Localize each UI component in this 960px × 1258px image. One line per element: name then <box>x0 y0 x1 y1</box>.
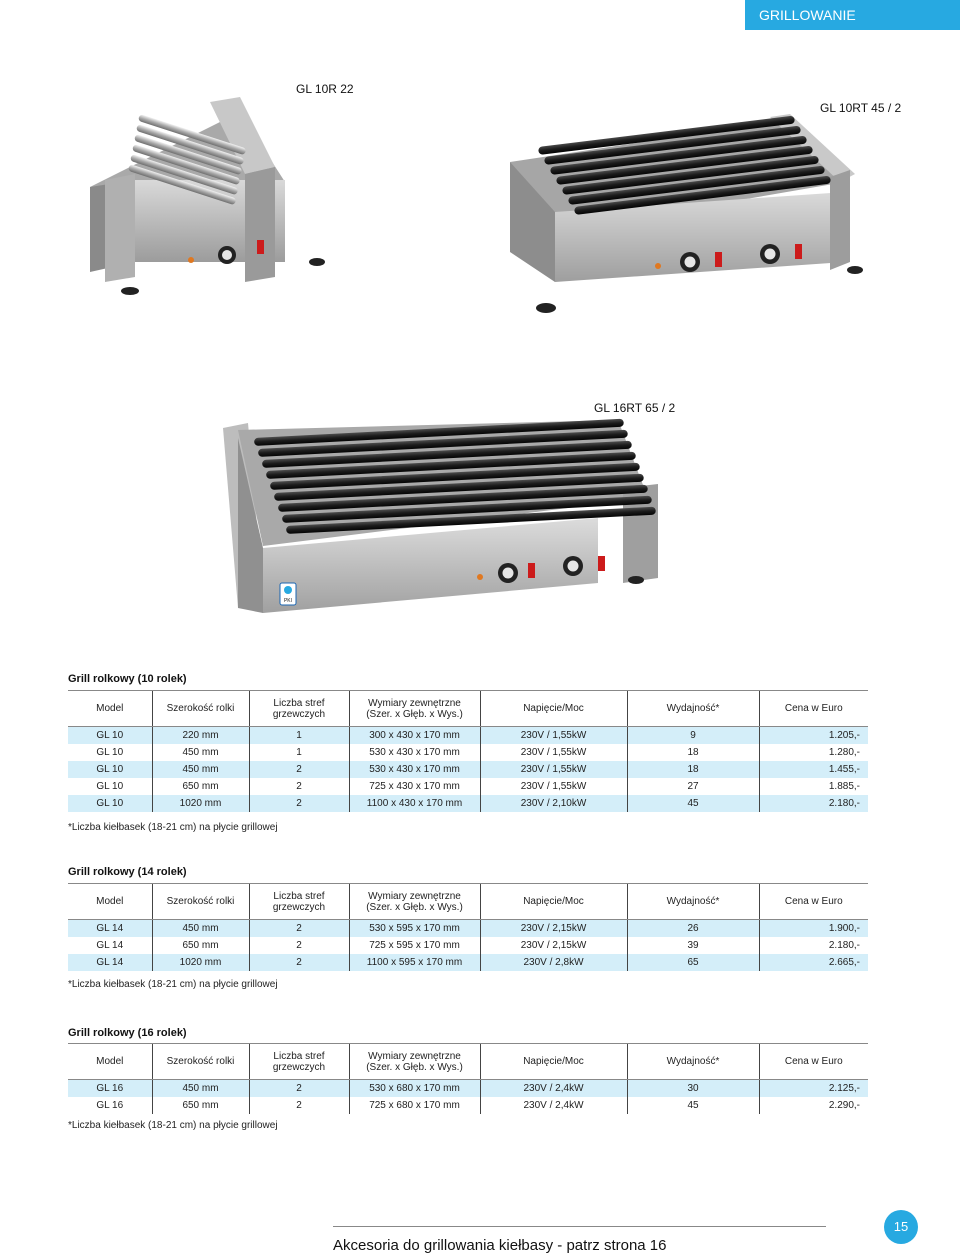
spec-table-10 <box>68 690 868 812</box>
footer-accessories-note: Akcesoria do grillowania kiełbasy - patrz strona 16 <box>333 1237 667 1254</box>
table-row: GL 10 450 mm 2 530 x 430 x 170 mm 230V / 1,55kW 18 1.455,- <box>68 761 868 778</box>
table-header-row <box>68 691 868 727</box>
col-zones: Liczba stref grzewczych <box>249 1044 349 1080</box>
col-zones: Liczba stref grzewczych <box>249 691 349 727</box>
table-row: GL 10 220 mm 1 300 x 430 x 170 mm 230V / 1,55kW 9 1.205,- <box>68 727 868 745</box>
footnote-10: *Liczba kiełbasek (18-21 cm) na płycie grillowej <box>68 822 278 833</box>
roller-grill-image-b <box>500 112 875 317</box>
col-model: Model <box>68 1044 152 1080</box>
col-width: Szerokość rolki <box>152 691 249 727</box>
col-model: Model <box>68 691 152 727</box>
roller-grill-image-a <box>80 92 340 302</box>
product-label-a: GL 10R 22 <box>296 82 354 96</box>
table-row: GL 16 450 mm 2 530 x 680 x 170 mm 230V / 2,4kW 30 2.125,- <box>68 1080 868 1098</box>
roller-grill-image-c <box>218 418 668 618</box>
col-zones: Liczba stref grzewczych <box>249 884 349 920</box>
page-number: 15 <box>884 1210 918 1244</box>
col-capacity: Wydajność* <box>627 1044 759 1080</box>
col-power: Napięcie/Moc <box>480 884 627 920</box>
table-16-title: Grill rolkowy (16 rolek) <box>68 1027 187 1039</box>
table-row: GL 16 650 mm 2 725 x 680 x 170 mm 230V / 2,4kW 45 2.290,- <box>68 1097 868 1114</box>
col-capacity: Wydajność* <box>627 691 759 727</box>
table-header-row <box>68 1044 868 1080</box>
col-dimensions: Wymiary zewnętrzne (Szer. x Głęb. x Wys.) <box>349 884 480 920</box>
col-power: Napięcie/Moc <box>480 1044 627 1080</box>
table-row: GL 10 450 mm 1 530 x 430 x 170 mm 230V / 1,55kW 18 1.280,- <box>68 744 868 761</box>
col-width: Szerokość rolki <box>152 1044 249 1080</box>
product-label-b: GL 10RT 45 / 2 <box>820 101 902 115</box>
col-price: Cena w Euro <box>759 1044 868 1080</box>
table-row: GL 10 650 mm 2 725 x 430 x 170 mm 230V / 1,55kW 27 1.885,- <box>68 778 868 795</box>
col-dimensions: Wymiary zewnętrzne (Szer. x Głęb. x Wys.) <box>349 1044 480 1080</box>
table-row: GL 14 1020 mm 2 1100 x 595 x 170 mm 230V / 2,8kW 65 2.665,- <box>68 954 868 971</box>
col-price: Cena w Euro <box>759 884 868 920</box>
footnote-14: *Liczba kiełbasek (18-21 cm) na płycie grillowej <box>68 979 278 990</box>
col-capacity: Wydajność* <box>627 884 759 920</box>
table-row: GL 14 450 mm 2 530 x 595 x 170 mm 230V / 2,15kW 26 1.900,- <box>68 920 868 938</box>
spec-table-14 <box>68 883 868 971</box>
table-row: GL 10 1020 mm 2 1100 x 430 x 170 mm 230V / 2,10kW 45 2.180,- <box>68 795 868 812</box>
section-header: GRILLOWANIE <box>745 0 960 30</box>
footer-divider <box>333 1226 826 1227</box>
col-price: Cena w Euro <box>759 691 868 727</box>
table-header-row <box>68 884 868 920</box>
svg-text:PKI: PKI <box>283 598 293 604</box>
table-row: GL 14 650 mm 2 725 x 595 x 170 mm 230V / 2,15kW 39 2.180,- <box>68 937 868 954</box>
table-10-title: Grill rolkowy (10 rolek) <box>68 673 187 685</box>
footnote-16: *Liczba kiełbasek (18-21 cm) na płycie grillowej <box>68 1120 278 1131</box>
col-power: Napięcie/Moc <box>480 691 627 727</box>
col-model: Model <box>68 884 152 920</box>
product-label-c: GL 16RT 65 / 2 <box>594 401 676 415</box>
col-width: Szerokość rolki <box>152 884 249 920</box>
table-14-title: Grill rolkowy (14 rolek) <box>68 866 187 878</box>
spec-table-16 <box>68 1043 868 1114</box>
col-dimensions: Wymiary zewnętrzne (Szer. x Głęb. x Wys.) <box>349 691 480 727</box>
